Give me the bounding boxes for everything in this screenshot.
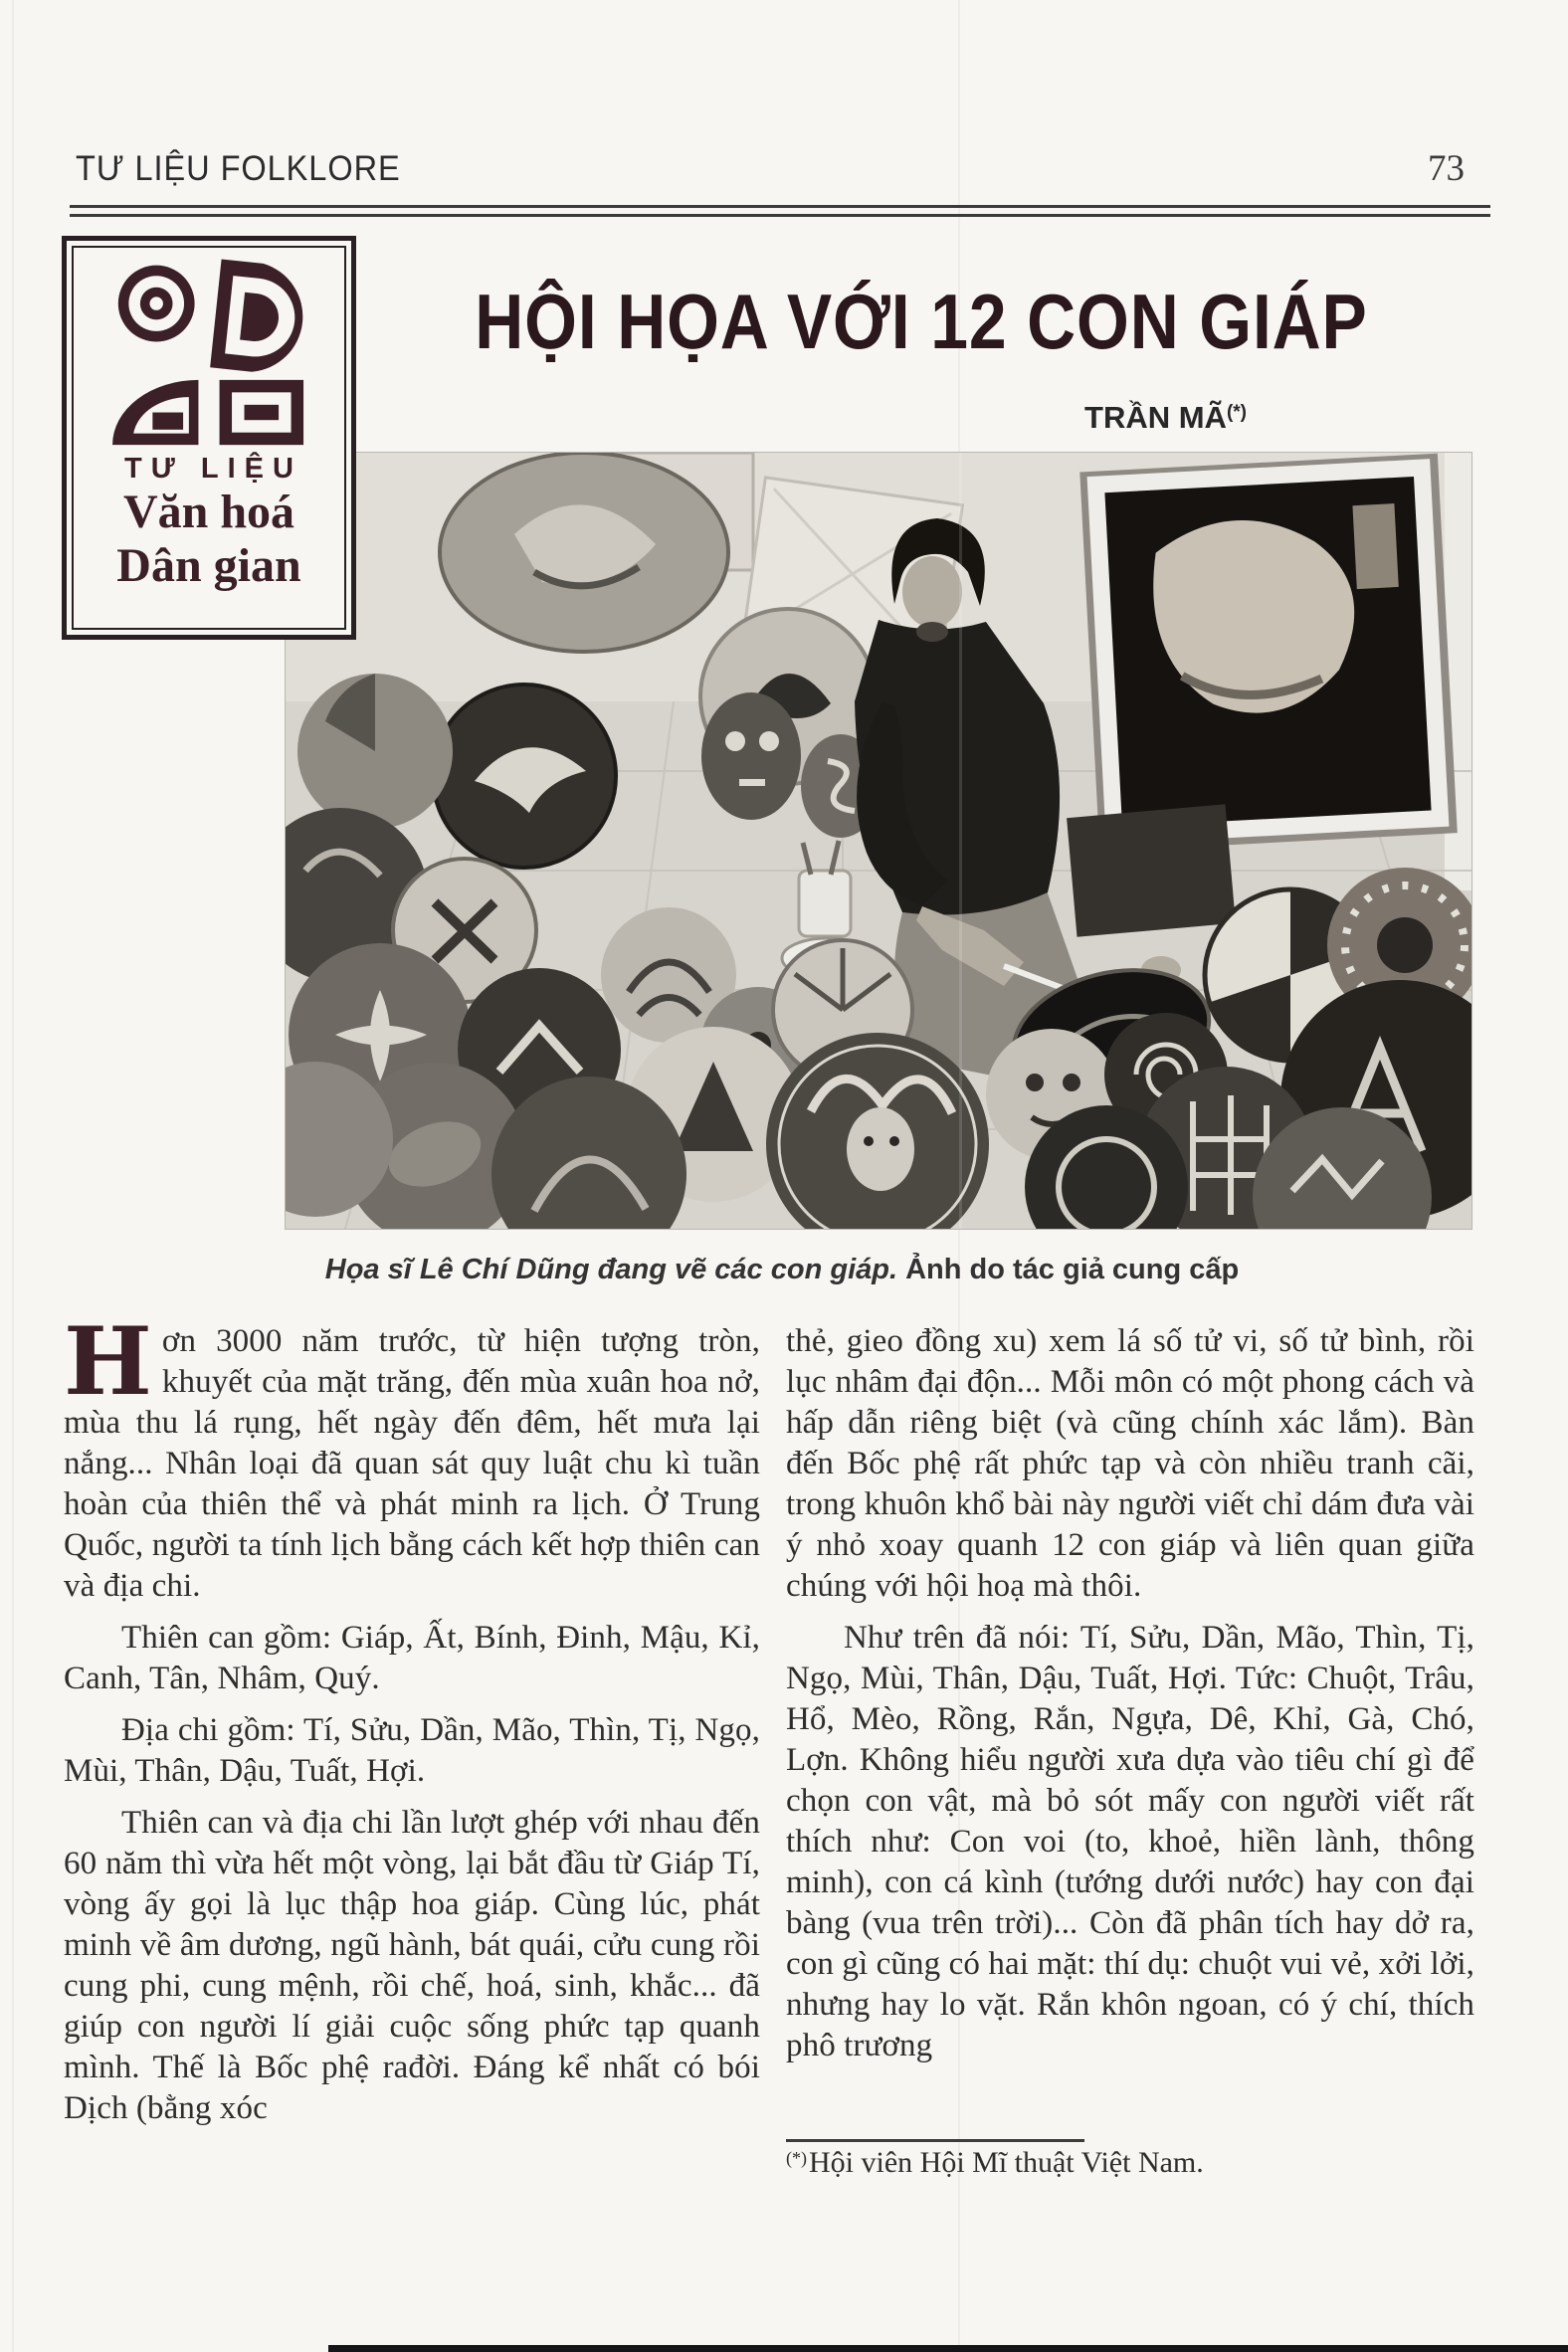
paragraph: Địa chi gồm: Tí, Sửu, Dần, Mão, Thìn, Tị, Ngọ, Mùi, Thân, Dậu, Tuất, Hợi. (64, 1712, 760, 1789)
paragraph: thẻ, gieo đồng xu) xem lá số tử vi, số tử bình, rồi lục nhâm đại độn... Mỗi môn có một phong cách và hấp dẫn riêng biệt (và cũng chính xác lắm). Bàn đến Bốc phệ rất phức tạp và còn nhiều tranh cãi, trong khuôn khổ bài này người viết chỉ dám đưa vài ý nhỏ xoay quanh 12 con giáp và liên quan giữa chúng với hội hoạ mà thôi. (786, 1323, 1474, 1604)
article-title: HỘI HỌA VỚI 12 CON GIÁP (475, 278, 1368, 365)
scan-edge-line (12, 0, 14, 2352)
paragraph: Thiên can gồm: Giáp, Ất, Bính, Đinh, Mậu, Kỉ, Canh, Tân, Nhâm, Quý. (64, 1620, 760, 1696)
drop-cap: H (64, 1307, 152, 1417)
paragraph-text: ơn 3000 năm trước, từ hiện tượng tròn, khuyết của mặt trăng, đến mùa xuân hoa nở, mùa thu lá rụng, hết ngày đến đêm, hết mưa lại nắng... Nhân loại đã quan sát quy luật chu kì tuần hoàn của thiên thể và phát minh ra lịch. Ở Trung Quốc, người ta tính lịch bằng cách kết hợp thiên can và địa chi. (64, 1323, 760, 1604)
photo-fold-highlight (959, 453, 962, 1229)
journal-logo-inner-border (72, 246, 346, 630)
author-name: TRẦN MÃ (1084, 400, 1227, 435)
footnote (786, 2139, 1474, 2180)
body-column-left (64, 1307, 760, 2140)
logo-title-line1: Văn hoá (122, 486, 295, 538)
journal-logo-box (62, 236, 356, 640)
header-double-rule (70, 205, 1490, 217)
footnote-text: Hội viên Hội Mĩ thuật Việt Nam. (809, 2146, 1204, 2179)
author-footnote-mark: (*) (1226, 402, 1247, 423)
article-photo (286, 453, 1471, 1229)
photo-caption-italic: Họa sĩ Lê Chí Dũng đang vẽ các con giáp. (324, 1254, 898, 1285)
page-number: 73 (1428, 148, 1465, 189)
photo-caption-plain: Ảnh do tác giả cung cấp (897, 1254, 1240, 1285)
running-header-section: TƯ LIỆU FOLKLORE (76, 149, 401, 188)
scan-artifact-bar (328, 2345, 1568, 2352)
photo-illustration (286, 453, 1471, 1229)
body-column-right (786, 1321, 1474, 2077)
paragraph: Như trên đã nói: Tí, Sửu, Dần, Mão, Thìn, Tị, Ngọ, Mùi, Thân, Dậu, Tuất, Hợi. Tức: Chuột, Trâu, Hổ, Mèo, Rồng, Rắn, Ngựa, Dê, Khỉ, Gà, Chó, Lợn. Không hiểu người xưa dựa vào tiêu chí gì để chọn con vật, mà bỏ sót mấy con người viết rất thích như: Con voi (to, khoẻ, hiền lành, thông minh), con cá kình (tướng dưới nước) hay con đại bàng (vua trên trời)... Còn đã phân tích hay dở ra, con gì cũng có hai mặt: thí dụ: chuột vui vẻ, xởi lởi, nhưng hay lo vặt. Rắn khôn ngoan, có ý chí, thích phô trương (786, 1620, 1474, 2063)
photo-framed-painting (1079, 454, 1457, 852)
footnote-rule (786, 2139, 1084, 2142)
folklore-spiral-logo-icon (104, 258, 313, 449)
logo-kicker: TƯ LIỆU (124, 453, 302, 485)
paragraph (64, 1307, 760, 1607)
paragraph: Thiên can và địa chi lần lượt ghép với nhau đến 60 năm thì vừa hết một vòng, lại bắt đầu từ Giáp Tí, vòng ấy gọi là lục thập hoa giáp. Cùng lúc, phát minh về âm dương, ngũ hành, bát quái, cửu cung rồi cung phi, cung mệnh, rồi chế, hoá, sinh, khắc... đã giúp con người lí giải cuộc sống phức tạp quanh mình. Thế là Bốc phệ rađời. Đáng kể nhất có bói Dịch (bằng xóc (64, 1805, 760, 2126)
article-author (286, 400, 1247, 436)
logo-title-line2: Dân gian (116, 538, 301, 592)
footnote-mark: (*) (786, 2148, 807, 2168)
photo-caption (257, 1254, 1307, 1286)
